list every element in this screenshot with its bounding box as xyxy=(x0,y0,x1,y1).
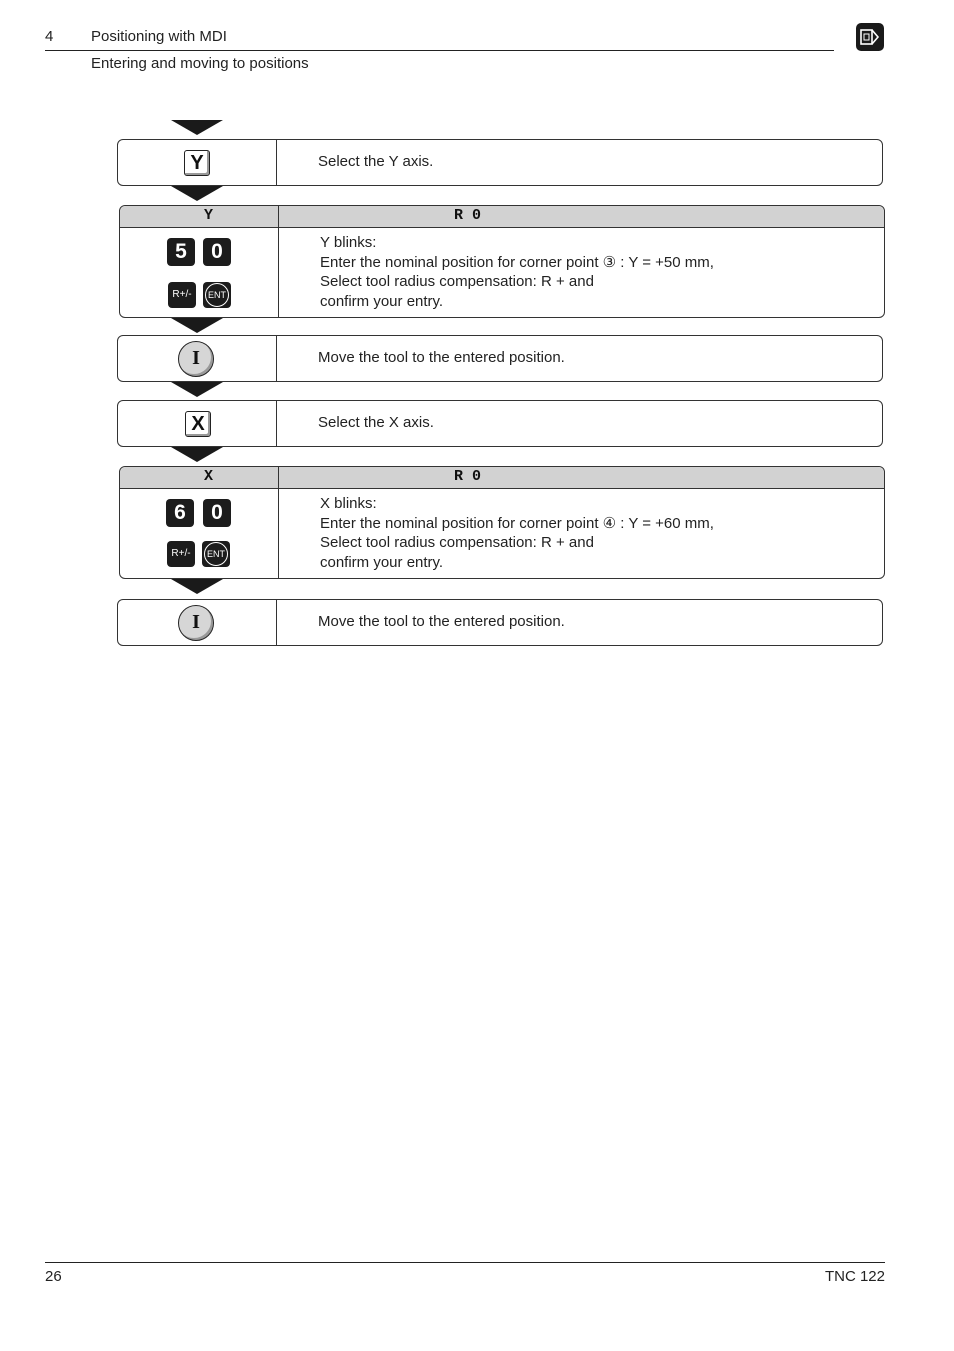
description-line: confirm your entry. xyxy=(320,553,444,571)
nc-start-key[interactable]: I xyxy=(178,605,214,641)
step-divider xyxy=(276,140,277,185)
radius-comp-key[interactable]: R+/- xyxy=(168,282,196,308)
step-enter-y-position xyxy=(119,205,885,318)
step-description: Move the tool to the entered position. xyxy=(318,349,565,366)
description-line: Select tool radius compensation: R + and xyxy=(320,273,594,290)
header-rule xyxy=(45,50,834,51)
radius-comp-key[interactable]: R+/- xyxy=(167,541,195,567)
step-move-tool xyxy=(117,335,883,382)
step-description xyxy=(320,233,714,311)
flow-arrow xyxy=(171,579,223,594)
display-band xyxy=(120,467,884,489)
flow-arrow xyxy=(171,120,223,135)
step-description: Move the tool to the entered position. xyxy=(318,613,565,630)
step-description: Select the X axis. xyxy=(318,414,434,431)
step-select-x-axis xyxy=(117,400,883,447)
display-axis: X xyxy=(204,468,214,485)
description-line: Enter the nominal position for corner point ③ : Y = +50 mm, xyxy=(320,253,714,271)
display-axis: Y xyxy=(204,207,214,224)
display-band xyxy=(120,206,884,228)
flow-arrow xyxy=(171,447,223,462)
step-description: Select the Y axis. xyxy=(318,153,434,170)
step-divider xyxy=(278,206,279,317)
step-divider xyxy=(278,467,279,578)
display-radius: R 0 xyxy=(454,468,482,485)
ent-key[interactable] xyxy=(202,541,230,567)
digit-6-key[interactable]: 6 xyxy=(166,499,194,527)
ent-key[interactable] xyxy=(203,282,231,308)
digit-0-key[interactable]: 0 xyxy=(203,238,231,266)
step-select-y-axis xyxy=(117,139,883,186)
nc-start-key[interactable]: I xyxy=(178,341,214,377)
chapter-number: 4 xyxy=(45,28,54,45)
flow-arrow xyxy=(171,318,223,333)
ent-key-label: ENT xyxy=(205,283,229,307)
step-move-tool xyxy=(117,599,883,646)
flow-arrow xyxy=(171,382,223,397)
description-line: X blinks: xyxy=(320,495,377,512)
digit-0-key[interactable]: 0 xyxy=(203,499,231,527)
description-line: confirm your entry. xyxy=(320,292,444,310)
y-axis-key[interactable]: Y xyxy=(184,150,210,176)
section-title: Entering and moving to positions xyxy=(91,55,309,72)
step-divider xyxy=(276,401,277,446)
display-radius: R 0 xyxy=(454,207,482,224)
digit-5-key[interactable]: 5 xyxy=(167,238,195,266)
description-line: Y blinks: xyxy=(320,234,377,251)
footer-rule xyxy=(45,1262,885,1263)
x-axis-key[interactable]: X xyxy=(185,411,211,437)
description-line: Enter the nominal position for corner point ④ : Y = +60 mm, xyxy=(320,514,714,532)
page-number: 26 xyxy=(45,1268,62,1285)
chapter-title: Positioning with MDI xyxy=(91,28,227,45)
description-line: Select tool radius compensation: R + and xyxy=(320,534,594,551)
flow-arrow xyxy=(171,186,223,201)
product-model: TNC 122 xyxy=(824,1268,885,1285)
step-enter-x-position xyxy=(119,466,885,579)
ent-key-label: ENT xyxy=(204,542,228,566)
mdi-positioning-icon xyxy=(856,23,884,51)
step-description xyxy=(320,494,714,572)
step-divider xyxy=(276,600,277,645)
step-divider xyxy=(276,336,277,381)
